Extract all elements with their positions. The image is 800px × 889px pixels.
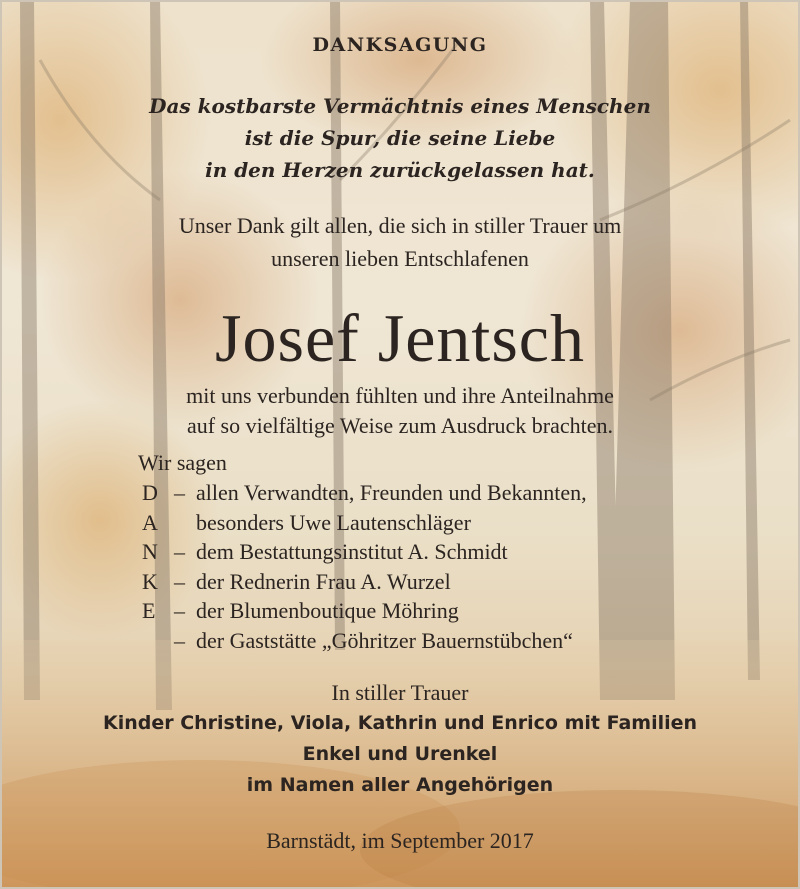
acrostic-letter: K	[142, 568, 158, 594]
acrostic-letter: E	[142, 598, 156, 623]
thanks-dash: –	[174, 480, 185, 505]
intro-line-2: unseren lieben Entschlafenen	[271, 246, 529, 271]
thanks-row	[138, 510, 698, 540]
thanks-intro: Wir sagen	[138, 450, 227, 475]
thanks-intro-row	[138, 450, 698, 480]
acrostic-letter: N	[142, 539, 158, 564]
body-line-1: mit uns verbunden fühlten und ihre Anteilnahme	[186, 383, 614, 408]
thanks-row	[138, 569, 698, 599]
motto-line-1: Das kostbarste Vermächtnis eines Menschen	[149, 94, 651, 118]
thanks-item: dem Bestattungsinstitut A. Schmidt	[196, 539, 508, 564]
motto-line-3: in den Herzen zurückgelassen hat.	[205, 158, 595, 182]
thanks-row	[138, 480, 698, 510]
thanks-list	[138, 450, 698, 657]
acrostic-letter: D	[142, 480, 158, 505]
mourning-line: In stiller Trauer	[331, 680, 469, 705]
thanks-item: besonders Uwe Lautenschläger	[196, 509, 471, 535]
motto-line-2: ist die Spur, die seine Liebe	[244, 126, 556, 150]
body-line-2: auf so vielfältige Weise zum Ausdruck brachten.	[186, 413, 614, 438]
mourners-line-3: im Namen aller Angehörigen	[246, 774, 554, 796]
thanks-item: der Rednerin Frau A. Wurzel	[196, 568, 451, 594]
thanks-dash: –	[174, 539, 185, 564]
thanks-row	[138, 539, 698, 569]
thanks-dash: –	[174, 568, 185, 594]
intro-line-1: Unser Dank gilt allen, die sich in stiller Trauer um	[178, 213, 622, 238]
thanks-item: der Blumenboutique Möhring	[196, 598, 459, 623]
acrostic-letter: A	[142, 509, 158, 535]
mourners-line-1: Kinder Christine, Viola, Kathrin und Enrico mit Familien	[102, 712, 698, 734]
thanks-item: allen Verwandten, Freunden und Bekannten,	[196, 480, 587, 505]
thanks-row	[138, 628, 698, 658]
notice-heading: DANKSAGUNG	[312, 34, 488, 56]
thanks-item: der Gaststätte „Göhritzer Bauernstübchen“	[196, 627, 573, 653]
deceased-name: Josef Jentsch	[215, 300, 585, 376]
thanks-dash: –	[174, 627, 185, 653]
thanks-row	[138, 598, 698, 628]
mourners-line-2: Enkel und Urenkel	[302, 743, 498, 765]
place-date: Barnstädt, im September 2017	[266, 828, 534, 853]
thanks-dash: –	[174, 598, 185, 623]
